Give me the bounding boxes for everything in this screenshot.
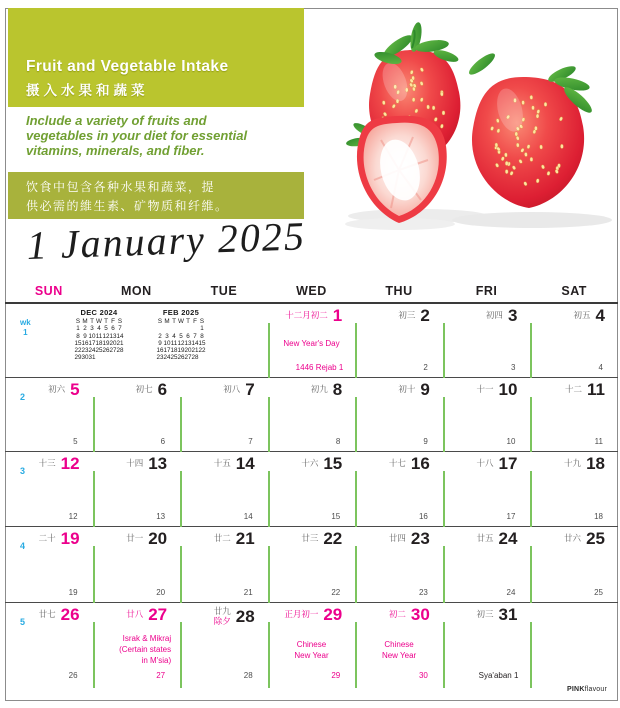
hero-body-en-line: vegetables in your diet for essential <box>26 127 248 143</box>
day-cell <box>180 527 268 602</box>
day-number: 22 <box>323 529 343 548</box>
month-title: 1 January 2025 <box>26 213 307 268</box>
corner-date: 18 <box>594 512 603 521</box>
day-number: 19 <box>60 529 80 548</box>
lunar-label: 初七 <box>135 384 153 395</box>
corner-date: 2 <box>423 363 428 372</box>
strawberries-image <box>300 10 616 232</box>
day-cell <box>443 378 531 451</box>
lunar-label: 廿八 <box>126 609 144 620</box>
weekday-label-fri: FRI <box>475 284 498 298</box>
lunar-label: 十九 <box>564 458 582 469</box>
corner-date: 23 <box>418 588 428 597</box>
day-head <box>39 530 80 547</box>
hero-body-zh-line: 供必需的維生素、矿物质和纤維。 <box>26 198 229 213</box>
holiday-note: Chinese New Year <box>381 640 417 661</box>
hero-body-en <box>8 107 304 172</box>
lunar-label: 廿一 <box>126 533 144 544</box>
corner-date: 19 <box>68 588 78 597</box>
lunar-label: 十八 <box>476 458 494 469</box>
lunar-label: 十二月初二 <box>285 310 328 321</box>
day-cell <box>5 603 93 702</box>
lunar-label: 正月初一 <box>284 609 319 620</box>
corner-date: 3 <box>510 363 516 372</box>
week-number: 4 <box>20 541 26 551</box>
holiday-note: New Year's Day <box>283 339 340 348</box>
day-head <box>564 455 605 472</box>
day-number: 29 <box>323 605 343 624</box>
weekday-label-tue: TUE <box>210 284 238 298</box>
corner-date: 25 <box>594 588 603 597</box>
day-head <box>311 381 342 398</box>
mini-calendar-title: DEC 2024 <box>80 308 118 317</box>
week-row <box>5 603 618 702</box>
day-number: 13 <box>148 454 168 473</box>
day-number: 9 <box>420 380 430 399</box>
day-head <box>285 307 342 324</box>
day-number: 8 <box>332 380 343 399</box>
lunar-label: 廿五 <box>476 533 494 544</box>
day-number: 24 <box>498 529 518 548</box>
day-cell <box>180 378 268 451</box>
day-cell <box>93 603 181 702</box>
holiday-note: Chinese New Year <box>294 640 329 661</box>
day-number: 12 <box>60 454 80 473</box>
lunar-label: 初三 <box>476 609 494 620</box>
day-number: 23 <box>410 529 430 548</box>
calendar-grid <box>5 302 618 702</box>
day-head <box>389 455 430 472</box>
day-cell <box>268 603 356 702</box>
day-number: 27 <box>148 605 168 624</box>
day-head <box>126 530 167 547</box>
day-head <box>565 381 605 398</box>
corner-date: 30 <box>418 671 428 680</box>
lunar-label: 十七 <box>388 458 406 469</box>
day-cell <box>530 527 618 602</box>
day-number: 15 <box>323 454 343 473</box>
corner-date: 11 <box>594 437 603 446</box>
day-cell <box>5 378 93 451</box>
weekday-header <box>5 284 618 301</box>
corner-date: 8 <box>335 437 341 446</box>
mini-calendar-grid: S M T W T F S 1 2 3 4 5 6 7 8 9 10 11 12 13 14 15 16 17 18 19 20 21 22 23 24 25 26 27 28 29 30 31 <box>74 318 124 362</box>
lunar-label: 初八 <box>223 384 241 395</box>
day-head <box>476 455 517 472</box>
day-head <box>398 307 429 324</box>
corner-date: 17 <box>506 512 516 521</box>
day-number: 16 <box>410 454 430 473</box>
day-cell <box>180 603 268 702</box>
day-head <box>301 530 342 547</box>
corner-date: 4 <box>598 363 603 372</box>
day-head <box>301 455 342 472</box>
day-head <box>476 381 517 398</box>
day-cell <box>443 527 531 602</box>
day-number: 11 <box>587 380 605 399</box>
day-cell <box>268 378 356 451</box>
day-number: 4 <box>595 306 605 325</box>
day-cell <box>268 304 356 377</box>
day-head <box>389 606 430 623</box>
day-number: 3 <box>507 306 518 325</box>
week-number: 3 <box>20 466 26 476</box>
day-cell <box>93 452 181 526</box>
corner-date: 12 <box>68 512 78 521</box>
corner-date: 14 <box>243 512 253 521</box>
corner-date: 27 <box>156 671 166 680</box>
day-number: 18 <box>586 454 605 473</box>
day-head <box>476 530 517 547</box>
day-cell <box>93 527 181 602</box>
corner-date: 28 <box>243 671 253 680</box>
day-head <box>136 381 167 398</box>
corner-date: 6 <box>160 437 166 446</box>
day-head <box>126 606 167 623</box>
week-number: wk 1 <box>20 318 31 338</box>
hero-title-en: Fruit and Vegetable Intake <box>26 58 229 75</box>
hero-body-en-line: Include a variety of fruits and <box>26 113 207 128</box>
lunar-label: 初二 <box>388 609 406 620</box>
day-head <box>214 530 255 547</box>
corner-date: 13 <box>156 512 166 521</box>
day-cell <box>93 378 181 451</box>
week-row <box>5 378 618 452</box>
lunar-label: 廿二 <box>213 533 231 544</box>
weekday-label-thu: THU <box>385 284 413 298</box>
lunar-label: 初三 <box>398 310 416 321</box>
corner-date: 26 <box>68 671 78 680</box>
day-number: 30 <box>410 605 430 624</box>
hero-panel <box>8 8 304 219</box>
day-head <box>476 606 517 623</box>
corner-date: 29 <box>331 671 341 680</box>
lunar-label: 初四 <box>485 310 503 321</box>
corner-date: 21 <box>243 588 253 597</box>
day-number: 31 <box>498 605 518 624</box>
corner-date: 20 <box>156 588 166 597</box>
day-head <box>214 455 255 472</box>
corner-date: 16 <box>418 512 428 521</box>
lunar-label: 十二 <box>564 384 582 395</box>
day-cell <box>268 452 356 526</box>
day-cell <box>268 527 356 602</box>
lunar-label: 初十 <box>398 384 416 395</box>
weekday-label-sat: SAT <box>561 284 587 298</box>
day-cell <box>180 452 268 526</box>
corner-date: 10 <box>506 437 516 446</box>
day-number: 28 <box>235 606 255 626</box>
corner-date: 9 <box>423 437 428 446</box>
week-number: 2 <box>20 392 26 402</box>
week-row <box>5 452 618 527</box>
day-cell <box>355 452 443 526</box>
mini-calendar-title: FEB 2025 <box>162 308 200 317</box>
day-cell <box>355 378 443 451</box>
lunar-label-2: 除夕 <box>213 616 231 627</box>
islamic-date: 1446 Rejab 1 <box>295 363 344 372</box>
day-number: 5 <box>70 380 80 399</box>
day-cell <box>443 603 531 702</box>
lunar-label: 廿三 <box>301 533 319 544</box>
day-head <box>39 455 80 472</box>
day-head <box>284 606 342 623</box>
day-head <box>574 307 605 324</box>
day-cell <box>355 527 443 602</box>
day-cell <box>443 304 531 377</box>
hero-body-zh-line: 饮食中包含各种水果和蔬菜，提 <box>26 180 216 194</box>
lunar-label: 廿四 <box>388 533 406 544</box>
day-number: 25 <box>586 529 605 548</box>
mini-calendar <box>153 308 209 362</box>
corner-date: 22 <box>331 588 341 597</box>
day-cell <box>5 452 93 526</box>
lunar-label: 廿七 <box>38 609 56 620</box>
day-cell <box>530 304 618 377</box>
day-cell <box>530 378 618 451</box>
day-number: 14 <box>235 454 255 473</box>
lunar-label: 十三 <box>38 458 56 469</box>
mini-calendar-grid: S M T W T F S 1 2 3 4 5 6 7 8 9 10 11 12 13 14 15 16 17 18 19 20 21 22 23 24 25 26 27 28 <box>156 318 206 362</box>
lunar-label: 十五 <box>213 458 231 469</box>
lunar-label: 初五 <box>573 310 591 321</box>
hero-title-block <box>8 8 304 107</box>
hero-body-en-line: vitamins, minerals, and fiber. <box>26 142 205 158</box>
brand-logo: PINKflavour <box>567 686 607 693</box>
lunar-label: 初九 <box>310 384 328 395</box>
day-head <box>126 455 167 472</box>
week-number: 5 <box>20 617 26 627</box>
mini-calendar <box>71 308 127 362</box>
lunar-label: 十四 <box>126 458 144 469</box>
corner-date: 24 <box>506 588 516 597</box>
day-head <box>398 381 429 398</box>
day-cell <box>355 304 443 377</box>
day-head <box>564 530 605 547</box>
day-number: 6 <box>157 380 168 399</box>
week-row <box>5 527 618 603</box>
lunar-label: 初六 <box>48 384 66 395</box>
hero-body-zh <box>8 172 304 219</box>
day-number: 7 <box>245 380 255 399</box>
day-head <box>486 307 517 324</box>
holiday-note: Israk & Mikraj (Certain states in M'sia) <box>119 634 172 666</box>
day-number: 10 <box>498 380 518 399</box>
weekday-label-mon: MON <box>121 284 152 298</box>
day-cell <box>530 452 618 526</box>
lunar-label: 十一 <box>476 384 494 395</box>
lunar-label: 廿九 除夕 <box>213 606 231 627</box>
day-number: 1 <box>332 306 343 325</box>
corner-date: 7 <box>248 437 253 446</box>
lunar-label: 二十 <box>38 533 56 544</box>
day-head <box>223 381 254 398</box>
day-cell <box>355 603 443 702</box>
weekday-label-wed: WED <box>296 284 327 298</box>
day-number: 2 <box>420 306 430 325</box>
day-cell <box>5 527 93 602</box>
corner-date: 5 <box>73 437 78 446</box>
lunar-label: 廿六 <box>564 533 582 544</box>
day-number: 17 <box>498 454 518 473</box>
day-number: 21 <box>235 529 255 548</box>
day-cell <box>443 452 531 526</box>
day-head <box>389 530 430 547</box>
day-head <box>48 381 79 398</box>
day-number: 26 <box>60 605 80 624</box>
day-number: 20 <box>148 529 168 548</box>
hero-title-zh: 摄入水果和蔬菜 <box>26 83 149 98</box>
weekday-label-sun: SUN <box>34 284 63 298</box>
islamic-date: Sya'aban 1 <box>478 671 519 680</box>
day-head <box>39 606 80 623</box>
corner-date: 15 <box>331 512 341 521</box>
day-head <box>214 606 255 626</box>
week-row <box>5 304 618 378</box>
lunar-label: 十六 <box>301 458 319 469</box>
